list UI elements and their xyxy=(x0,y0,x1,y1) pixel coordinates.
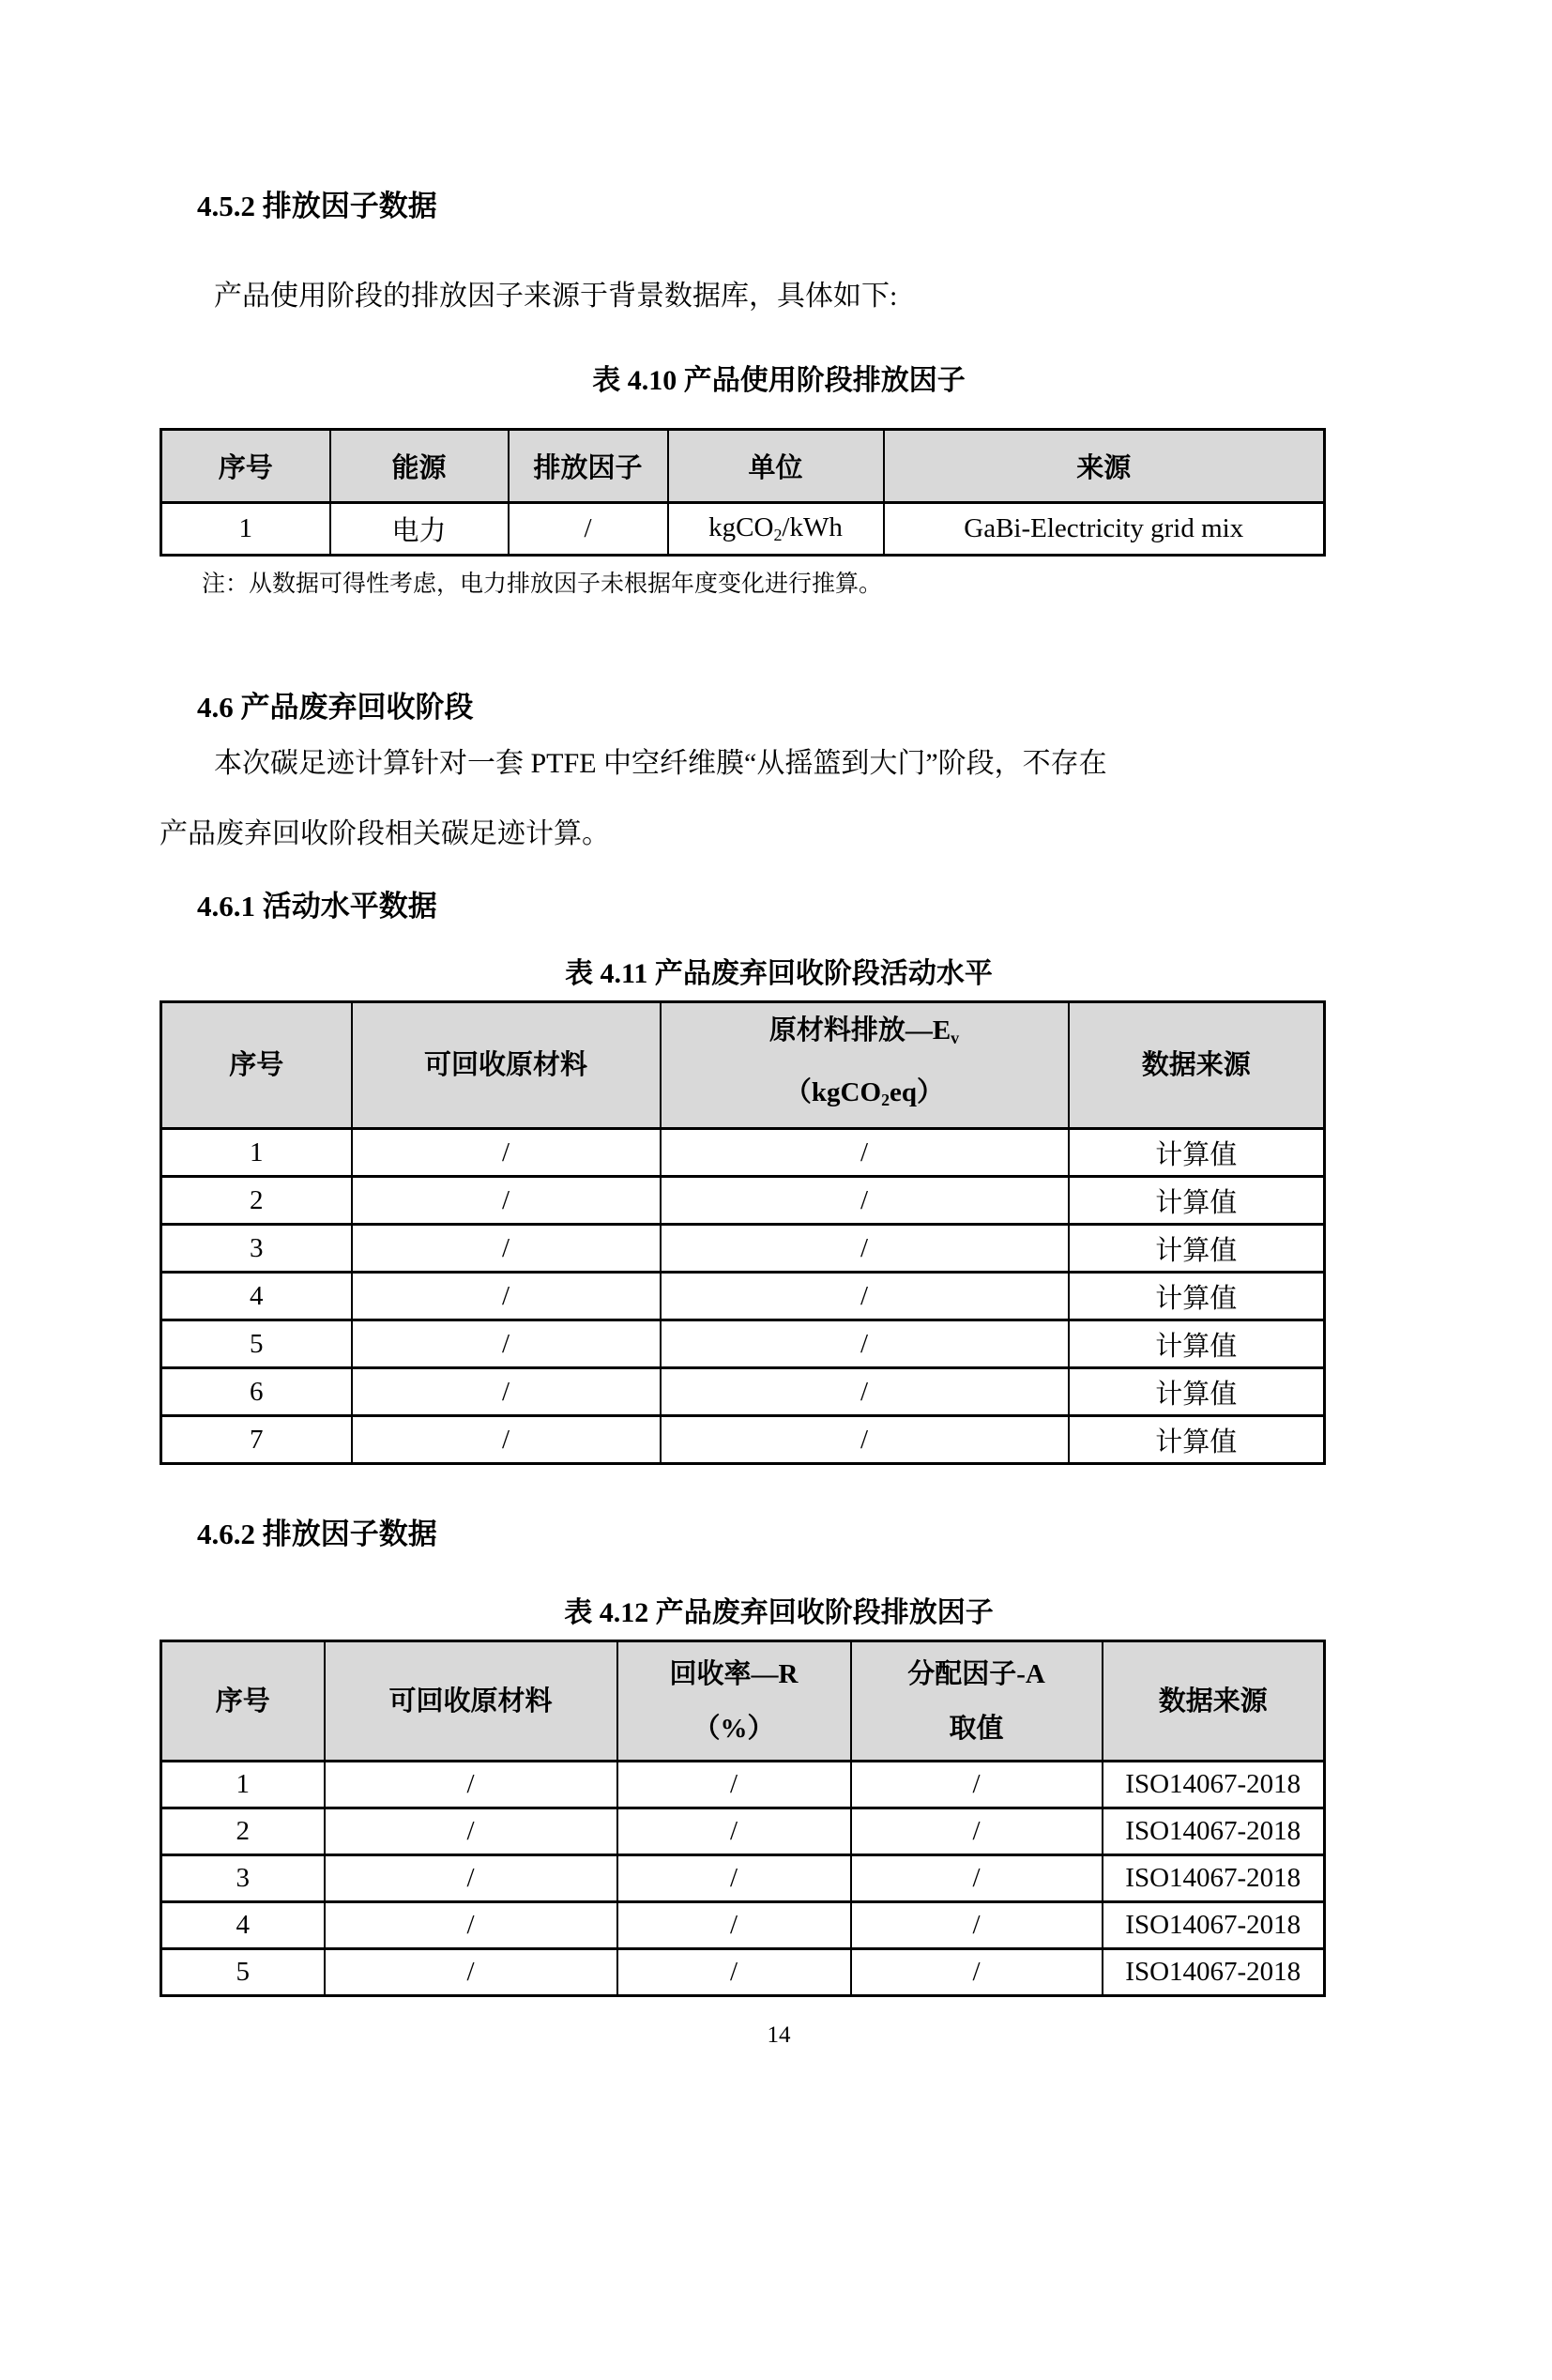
heading-4-6-1: 4.6.1 活动水平数据 xyxy=(197,890,437,923)
cell-ev: / xyxy=(661,1273,1069,1320)
cell-no: 4 xyxy=(161,1273,352,1320)
table-row xyxy=(161,1177,1325,1225)
cell-no: 3 xyxy=(161,1225,352,1273)
table-4-10 xyxy=(160,428,1326,557)
header-line-2: （%） xyxy=(692,1713,775,1744)
cell-source: 计算值 xyxy=(1069,1368,1325,1416)
cell-material: / xyxy=(325,1855,617,1902)
table-row xyxy=(161,1855,1325,1902)
unit-subscript: 2 xyxy=(773,526,783,545)
column-header-data-source: 数据来源 xyxy=(1069,1002,1325,1129)
cell-material: / xyxy=(325,1762,617,1808)
cell-a: / xyxy=(851,1855,1103,1902)
cell-source: 计算值 xyxy=(1069,1416,1325,1464)
heading-4-6-2: 4.6.2 排放因子数据 xyxy=(197,1518,437,1551)
cell-a: / xyxy=(851,1808,1103,1855)
column-header-energy: 能源 xyxy=(330,430,509,503)
cell-r: / xyxy=(617,1808,851,1855)
cell-r: / xyxy=(617,1902,851,1949)
table-row xyxy=(161,1808,1325,1855)
table-row xyxy=(161,1762,1325,1808)
table-4-12-header-row xyxy=(161,1641,1325,1762)
cell-r: / xyxy=(617,1762,851,1808)
cell-material: / xyxy=(352,1225,661,1273)
table-row xyxy=(161,1320,1325,1368)
cell-no: 2 xyxy=(161,1177,352,1225)
cell-no: 7 xyxy=(161,1416,352,1464)
column-header-source: 来源 xyxy=(884,430,1325,503)
cell-material: / xyxy=(352,1129,661,1177)
cell-ev: / xyxy=(661,1320,1069,1368)
cell-a: / xyxy=(851,1902,1103,1949)
cell-ev: / xyxy=(661,1225,1069,1273)
header-line-1: 回收率—R xyxy=(669,1658,799,1689)
paragraph-use-stage: 产品使用阶段的排放因子来源于背景数据库，具体如下: xyxy=(214,281,898,312)
cell-source: ISO14067-2018 xyxy=(1103,1808,1325,1855)
header-line-2: 取值 xyxy=(949,1713,1004,1744)
header-text: 原材料排放—E xyxy=(768,1015,951,1045)
cell-source: 计算值 xyxy=(1069,1225,1325,1273)
cell-source: 计算值 xyxy=(1069,1177,1325,1225)
cell-source: ISO14067-2018 xyxy=(1103,1762,1325,1808)
cell-no: 1 xyxy=(161,1129,352,1177)
cell-material: / xyxy=(325,1808,617,1855)
cell-source: ISO14067-2018 xyxy=(1103,1855,1325,1902)
table-4-10-note: 注：从数据可得性考虑，电力排放因子未根据年度变化进行推算。 xyxy=(202,572,883,597)
header-subscript: 2 xyxy=(881,1091,890,1110)
unit-text: /kWh xyxy=(782,511,843,542)
paragraph-recycle-stage xyxy=(160,728,1398,869)
cell-a: / xyxy=(851,1949,1103,1996)
header-text: eq） xyxy=(890,1077,945,1108)
header-line-1: 分配因子-A xyxy=(907,1658,1045,1689)
page-number: 14 xyxy=(767,2022,791,2049)
cell-ev: / xyxy=(661,1416,1069,1464)
cell-ev: / xyxy=(661,1177,1069,1225)
cell-no: 5 xyxy=(161,1320,352,1368)
table-row xyxy=(161,1949,1325,1996)
column-header-recyclable-material: 可回收原材料 xyxy=(352,1002,661,1129)
header-subscript: v xyxy=(951,1029,960,1048)
table-4-11-caption: 表 4.11 产品废弃回收阶段活动水平 xyxy=(565,958,993,989)
cell-no: 3 xyxy=(161,1855,325,1902)
unit-text: kgCO xyxy=(708,511,774,542)
header-text: （kgCO xyxy=(784,1077,882,1108)
table-4-11 xyxy=(160,1000,1326,1465)
column-header-recyclable-material: 可回收原材料 xyxy=(325,1641,617,1762)
cell-source: ISO14067-2018 xyxy=(1103,1902,1325,1949)
paragraph-line: 本次碳足迹计算针对一套 PTFE 中空纤维膜“从摇篮到大门”阶段，不存在 xyxy=(214,748,1107,779)
column-header-emission-factor: 排放因子 xyxy=(509,430,668,503)
header-line-2 xyxy=(667,1065,1062,1127)
table-4-11-header-row xyxy=(161,1002,1325,1129)
column-header-no: 序号 xyxy=(161,1002,352,1129)
cell-r: / xyxy=(617,1855,851,1902)
cell-source: ISO14067-2018 xyxy=(1103,1949,1325,1996)
document-page xyxy=(160,186,1398,2050)
column-header-unit: 单位 xyxy=(668,430,884,503)
heading-4-6: 4.6 产品废弃回收阶段 xyxy=(197,691,474,724)
cell-unit xyxy=(668,503,884,556)
column-header-material-emission-ev xyxy=(661,1002,1069,1129)
column-header-allocation-factor xyxy=(851,1641,1103,1762)
cell-r: / xyxy=(617,1949,851,1996)
table-4-12 xyxy=(160,1640,1326,1997)
table-row xyxy=(161,1416,1325,1464)
column-header-no: 序号 xyxy=(161,1641,325,1762)
table-row xyxy=(161,1902,1325,1949)
table-row xyxy=(161,1368,1325,1416)
cell-factor: / xyxy=(509,503,668,556)
cell-no: 1 xyxy=(161,1762,325,1808)
table-row xyxy=(161,1225,1325,1273)
table-row xyxy=(161,1273,1325,1320)
cell-material: / xyxy=(325,1949,617,1996)
column-header-no: 序号 xyxy=(161,430,330,503)
table-4-10-caption: 表 4.10 产品使用阶段排放因子 xyxy=(592,365,966,396)
cell-no: 6 xyxy=(161,1368,352,1416)
cell-material: / xyxy=(352,1368,661,1416)
cell-energy: 电力 xyxy=(330,503,509,556)
cell-material: / xyxy=(352,1416,661,1464)
table-row xyxy=(161,503,1325,556)
cell-material: / xyxy=(325,1902,617,1949)
cell-material: / xyxy=(352,1320,661,1368)
cell-source: GaBi-Electricity grid mix xyxy=(884,503,1325,556)
header-line-1 xyxy=(667,1003,1062,1065)
column-header-data-source: 数据来源 xyxy=(1103,1641,1325,1762)
heading-4-5-2: 4.5.2 排放因子数据 xyxy=(197,190,437,222)
cell-material: / xyxy=(352,1273,661,1320)
cell-source: 计算值 xyxy=(1069,1320,1325,1368)
cell-no: 2 xyxy=(161,1808,325,1855)
cell-source: 计算值 xyxy=(1069,1129,1325,1177)
cell-material: / xyxy=(352,1177,661,1225)
cell-ev: / xyxy=(661,1129,1069,1177)
cell-no: 1 xyxy=(161,503,330,556)
cell-ev: / xyxy=(661,1368,1069,1416)
table-4-12-caption: 表 4.12 产品废弃回收阶段排放因子 xyxy=(564,1597,994,1629)
cell-no: 5 xyxy=(161,1949,325,1996)
table-row xyxy=(161,1129,1325,1177)
cell-no: 4 xyxy=(161,1902,325,1949)
paragraph-line: 产品废弃回收阶段相关碳足迹计算。 xyxy=(160,818,610,849)
table-4-10-header-row xyxy=(161,430,1325,503)
cell-source: 计算值 xyxy=(1069,1273,1325,1320)
column-header-recovery-rate xyxy=(617,1641,851,1762)
cell-a: / xyxy=(851,1762,1103,1808)
